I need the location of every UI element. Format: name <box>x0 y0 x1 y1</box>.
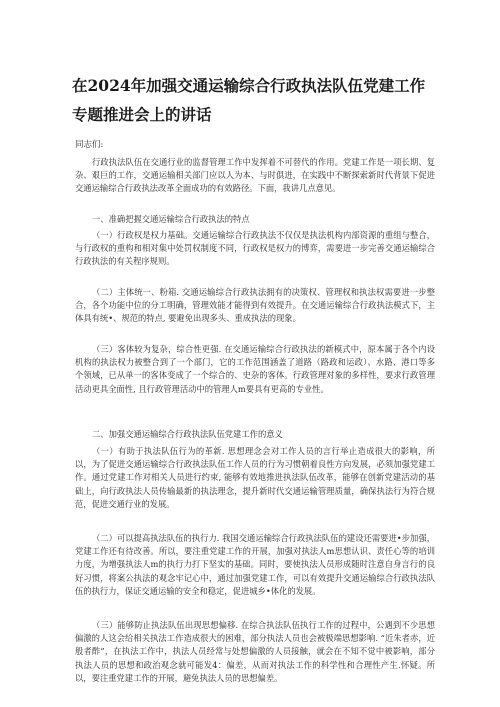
section-1-paragraph-2: （二）主体统一、粉箱. 交通运输综合行政执法拥有的决策权、管理权和执法权需要进一步整合，各个功能中位的分工明确，管理效能才能得到有效提升。在交通运输综合行政执法模式下，主体具有统•、规范的特点, 要避免出现多头、重成执法的现象。 <box>75 287 435 324</box>
section-2-heading: 二、加强交通运输综合行政执法队伍党建工作的意义 <box>92 429 283 439</box>
section-1-paragraph-1: （一）行政权是权力基础。交通运输综合行政执法不仅仅是执法机构内部资源的重组与整合，与行政权的重构和相对集中处罚权制度不同，行政权是权力的博弈，需要进一步完善交通运输综合行政执法的有关程序规则。 <box>75 230 435 267</box>
intro-paragraph: 行政执法队伍在交通行业的监督管理工作中发挥着不可替代的作用。党建工作是一项长期、复杂、艰巨的工作，交通运输相关部门应以人为本、与时俱进，在实践中不断探索新时代背景下促进交通运输综合行政执法改革全面成功的有效路径。下面，我讲几点意见。 <box>75 157 435 194</box>
section-1-heading: 一、准确把握交通运输综合行政执法的特点 <box>92 214 250 224</box>
document-title-line-1: 在2024年加强交通运输综合行政执法队伍党建工作 <box>72 76 426 95</box>
section-2-paragraph-1: （一）有助于执法队伍行为的革新. 思想理念会对工作人员的言行举止造成很大的影响，所以，为了促进交通运输综合行政执法队伍工作人员的行为习惯朝着良性方向发展，必须加强党建工作。通过党建工作对相关人员进行约束, 能够有效地推进执法队伍改革，能够在创新党建活动的基础上，向行政执法人员传输最新的执法理念，提升新时代交通运输管理质量，确保执法行为符合规范，促进交通行业的发展。 <box>75 446 435 509</box>
salutation: 同志们: <box>75 140 104 150</box>
section-1-paragraph-3: （三）客体较为复杂，综合性更强. 在交通运输综合行政执法的新模式中，原本属于各个内设机构的执法权力被整合到了一个部门，它的工作范围涵盖了道路（路政和运政）、水路、港口等多个领域，已从单一的客体变成了一个综合的、史杂的客体。行政管理对象的多样性，要求行政管理活动更具全面性, 且行政管理活动中的管理人m要具有更高的专业性。 <box>75 344 435 394</box>
section-2-paragraph-3: （三）能够防止执法队伍出现思想偏移. 在综合执法队伍执行工作的过程中，公遇到不少思想偏激的人这会给相关执法工作造成很大的困难，部分执法人员也会被极端思想影响. “近朱者赤，近般者酢”，在执法工作中，执法人员经常与处想偏激的人员接触，就会在不知不觉中被影响，部分执法人员的思想和政治观念就可能发4：偏差，从而对执法工作的科学性和合理性产生.怀疑。所以，要注重党建工作的开展，避免执法人员的思想偏差。 <box>75 620 435 683</box>
section-2-paragraph-2: （二）可以提高执法队伍的执行力. 我国交通运输综合行政执法队伍的建设还需要进•步加强，党建工作还有待改善。所以，要注重党建工作的开展，加强对执法人m思想认识、责任心等的培训力度，为增强执法人m的执行力打下坚实的基础。同时，要使执法人员形成随时注意自身言行的良好习惯，将案公执法的观念牢记心中，通过加强党建工作，可以有效提升交通运输综合行政执法队伍的执行力，保证交通运输的安全和稳定，促进城乡•体化的发展。 <box>75 533 435 596</box>
document-title-line-2: 专题推进会上的讲话 <box>72 105 212 124</box>
